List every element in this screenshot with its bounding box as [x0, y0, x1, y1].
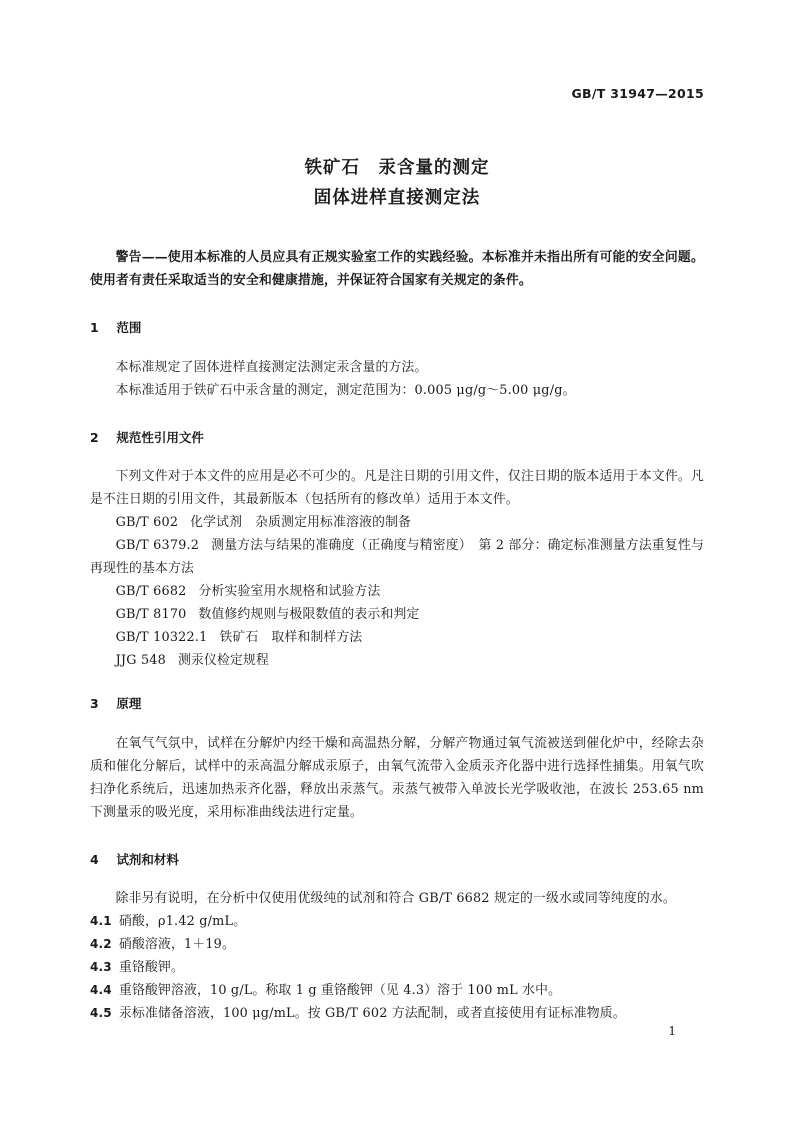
section-4-heading — [90, 850, 179, 868]
reference-code: GB/T 6379.2 — [115, 538, 200, 553]
document-title-line1: 铁矿石 汞含量的测定 — [304, 158, 490, 178]
section-number: 2 — [90, 430, 99, 445]
section-title: 试剂和材料 — [116, 852, 179, 867]
reference-code: JJG 548 — [115, 653, 166, 668]
reference-code: GB/T 6682 — [115, 584, 187, 599]
reference-item — [90, 511, 704, 534]
section-number: 4 — [90, 852, 99, 867]
reference-code: GB/T 10322.1 — [115, 630, 208, 645]
reference-item — [90, 580, 704, 603]
reference-title: 数值修约规则与极限数值的表示和判定 — [198, 607, 420, 622]
reference-item — [90, 603, 704, 626]
section-title: 规范性引用文件 — [116, 430, 204, 445]
clause-number: 4.3 — [90, 960, 112, 974]
clause-text: 重铬酸钾溶液，10 g/L。称取 1 g 重铬酸钾（见 4.3）溶于 100 mL 水中。 — [119, 983, 562, 998]
section-number: 1 — [90, 320, 99, 335]
section-2-heading — [90, 428, 204, 446]
section-title: 原理 — [116, 696, 142, 711]
safety-warning: 警告——使用本标准的人员应具有正规实验室工作的实践经验。本标准并未指出所有可能的安全问题。使用者有责任采取适当的安全和健康措施，并保证符合国家有关规定的条件。 — [90, 250, 704, 288]
clause-item — [90, 933, 704, 956]
section-1-paragraph-2: 本标准适用于铁矿石中汞含量的测定，测定范围为：0.005 μg/g～5.00 μg/g。 — [115, 383, 576, 398]
reference-title: 化学试剂 杂质测定用标准溶液的制备 — [190, 515, 412, 530]
section-1-paragraph-1: 本标准规定了固体进样直接测定法测定汞含量的方法。 — [115, 360, 428, 375]
clause-number: 4.5 — [90, 1006, 112, 1020]
reference-code: GB/T 8170 — [115, 607, 187, 622]
clause-text: 硝酸，ρ1.42 g/mL。 — [119, 914, 247, 929]
reference-title: 测汞仪检定规程 — [177, 653, 269, 668]
clause-item — [90, 956, 704, 979]
section-3-heading — [90, 694, 141, 712]
clause-number: 4.1 — [90, 914, 112, 928]
section-number: 3 — [90, 696, 99, 711]
section-1-heading — [90, 318, 141, 336]
clause-item — [90, 910, 704, 933]
standard-number: GB/T 31947—2015 — [571, 86, 704, 101]
page-number: 1 — [668, 1024, 676, 1038]
reference-item — [90, 626, 704, 649]
clause-number: 4.2 — [90, 937, 112, 951]
clause-item — [90, 979, 704, 1002]
reference-code: GB/T 602 — [115, 515, 179, 530]
document-title-line2: 固体进样直接测定法 — [313, 188, 481, 208]
clause-text: 重铬酸钾。 — [119, 960, 184, 975]
section-2-intro: 下列文件对于本文件的应用是必不可少的。凡是注日期的引用文件，仅注日期的版本适用于本文件。凡是不注日期的引用文件，其最新版本（包括所有的修改单）适用于本文件。 — [90, 469, 704, 507]
reference-item — [90, 534, 704, 580]
clause-number: 4.4 — [90, 983, 112, 997]
clause-text: 汞标准储备溶液，100 μg/mL。按 GB/T 602 方法配制，或者直接使用有证标准物质。 — [119, 1006, 626, 1021]
section-title: 范围 — [116, 320, 142, 335]
clause-text: 硝酸溶液，1＋19。 — [119, 937, 236, 952]
reference-item — [90, 649, 704, 672]
reference-title: 测量方法与结果的准确度（正确度与精密度） 第 2 部分：确定标准测量方法重复性与再现性的基本方法 — [90, 538, 704, 576]
clause-item — [90, 1002, 704, 1025]
section-3-paragraph: 在氧气气氛中，试样在分解炉内经干燥和高温热分解，分解产物通过氧气流被送到催化炉中，经除去杂质和催化分解后，试样中的汞高温分解成汞原子，由氧气流带入金质汞齐化器中进行选择性捕集。用氧气吹扫净化系统后，迅速加热汞齐化器，释放出汞蒸气。汞蒸气被带入单波长光学吸收池，在波长 253.65 nm 下测量汞的吸光度，采用标准曲线法进行定量。 — [90, 736, 704, 820]
section-4-intro: 除非另有说明，在分析中仅使用优级纯的试剂和符合 GB/T 6682 规定的一级水或同等纯度的水。 — [115, 891, 676, 906]
reference-title: 铁矿石 取样和制样方法 — [219, 630, 363, 645]
reference-title: 分析实验室用水规格和试验方法 — [198, 584, 381, 599]
